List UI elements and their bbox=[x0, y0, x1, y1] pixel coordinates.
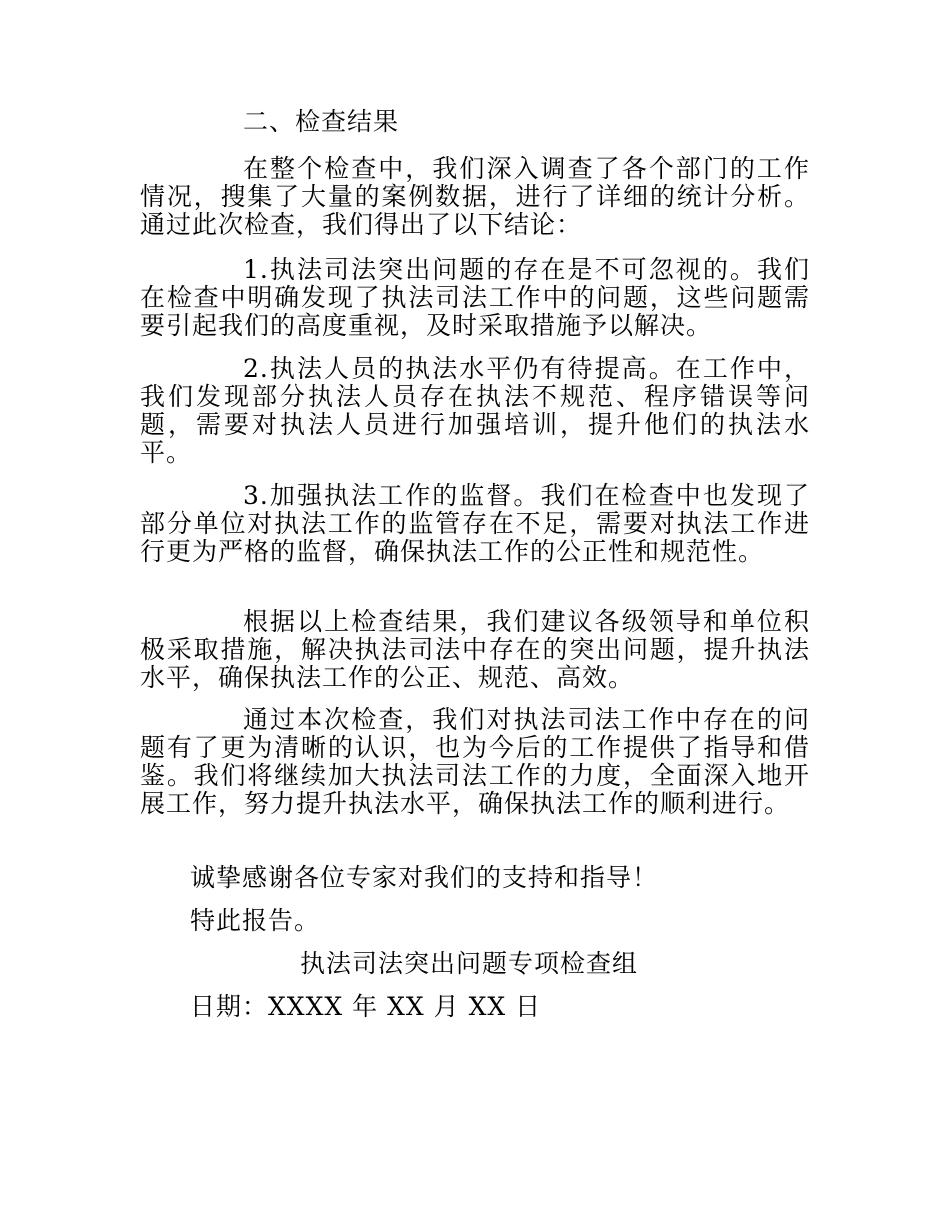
paragraph-intro: 在整个检查中，我们深入调查了各个部门的工作情况，搜集了大量的案例数据，进行了详细的统计分析。通过此次检查，我们得出了以下结论： bbox=[140, 154, 810, 239]
section-heading: 二、检查结果 bbox=[243, 107, 400, 136]
closing-line: 特此报告。 bbox=[190, 906, 321, 935]
date-line: 日期：XXXX 年 XX 月 XX 日 bbox=[190, 992, 542, 1021]
paragraph-conclusion-2: 2.执法人员的执法水平仍有待提高。在工作中，我们发现部分执法人员存在执法不规范、程序错误等问题，需要对执法人员进行加强培训，提升他们的执法水平。 bbox=[140, 354, 810, 467]
paragraph-conclusion-1: 1.执法司法突出问题的存在是不可忽视的。我们在检查中明确发现了执法司法工作中的问题，这些问题需要引起我们的高度重视，及时采取措施予以解决。 bbox=[140, 255, 810, 340]
signature-line: 执法司法突出问题专项检查组 bbox=[300, 949, 639, 978]
thanks-line: 诚挚感谢各位专家对我们的支持和指导！ bbox=[190, 863, 659, 892]
paragraph-conclusion-3: 3.加强执法工作的监督。我们在检查中也发现了部分单位对执法工作的监管存在不足，需要对执法工作进行更为严格的监督，确保执法工作的公正性和规范性。 bbox=[140, 481, 810, 566]
paragraph-recommendation: 根据以上检查结果，我们建议各级领导和单位积极采取措施，解决执法司法中存在的突出问题，提升执法水平，确保执法工作的公正、规范、高效。 bbox=[140, 607, 810, 692]
paragraph-summary: 通过本次检查，我们对执法司法工作中存在的问题有了更为清晰的认识，也为今后的工作提供了指导和借鉴。我们将继续加大执法司法工作的力度，全面深入地开展工作，努力提升执法水平，确保执法工作的顺利进行。 bbox=[140, 705, 810, 818]
